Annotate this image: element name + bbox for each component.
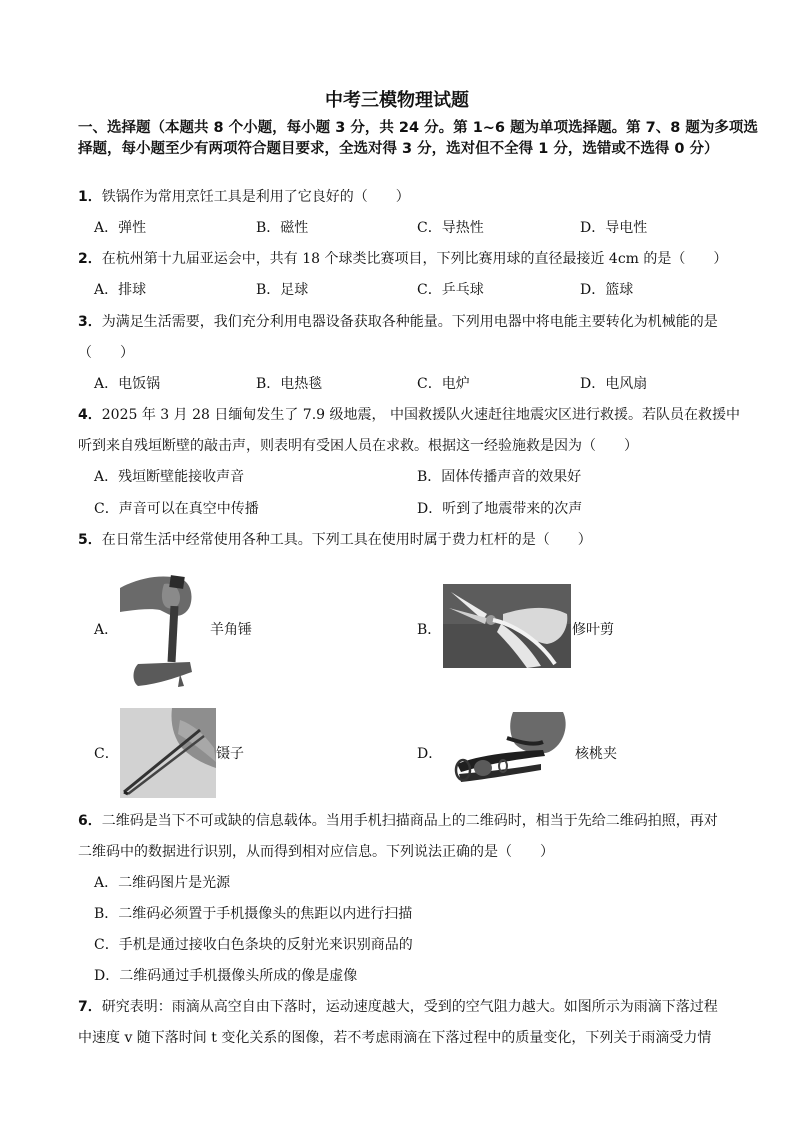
question-number: 5． — [78, 532, 102, 548]
question-5 — [78, 529, 592, 549]
option-d: D．导电性 — [580, 220, 648, 236]
option-c: C．手机是通过接收白色条块的反射光来识别商品的 — [94, 937, 413, 953]
option-b: B． — [417, 622, 442, 638]
question-1 — [78, 186, 410, 206]
option-d: D．电风扇 — [580, 376, 648, 392]
pruning-shears-image — [443, 584, 571, 668]
question-4 — [78, 404, 740, 424]
tool-label-tweezers: 镊子 — [216, 746, 244, 762]
question-text: 2025 年 3 月 28 日缅甸发生了 7.9 级地震， 中国救援队火速赶往地震灾区进行救援。若队员在救援中 — [101, 407, 740, 423]
question-number: 4． — [78, 407, 102, 423]
option-c: C．声音可以在真空中传播 — [94, 501, 259, 517]
question-3 — [78, 311, 718, 331]
section-heading: 一、选择题（本题共 8 个小题，每小题 3 分，共 24 分。第 1~6 题为单项选择题。第 7、8 题为多项选择题，每小题至少有两项符合题目要求，全选对得 3 分，选对但不全得 1 分，选错或不选得 0 分） — [78, 120, 758, 157]
question-number: 7． — [78, 999, 102, 1015]
option-a: A．排球 — [94, 282, 147, 298]
question-6-cont: 二维码中的数据进行识别，从而得到相对应信息。下列说法正确的是（ ） — [78, 844, 554, 860]
option-b: B．足球 — [256, 282, 309, 298]
option-a: A．电饭锅 — [94, 376, 161, 392]
option-c: C． — [94, 746, 119, 762]
tweezers-image — [120, 708, 216, 798]
question-text: 二维码是当下不可或缺的信息载体。当用手机扫描商品上的二维码时，相当于先给二维码拍照，再对 — [101, 813, 718, 829]
option-c: C．乒乓球 — [417, 282, 484, 298]
option-b: B．磁性 — [256, 220, 309, 236]
question-text: 研究表明：雨滴从高空自由下落时，运动速度越大，受到的空气阻力越大。如图所示为雨滴下落过程 — [101, 999, 718, 1015]
tool-label-hammer: 羊角锤 — [210, 622, 252, 638]
question-number: 1． — [78, 189, 102, 205]
question-text: 在日常生活中经常使用各种工具。下列工具在使用时属于费力杠杆的是（ ） — [101, 532, 592, 548]
option-a: A．二维码图片是光源 — [94, 875, 231, 891]
question-3-cont: （ ） — [78, 345, 134, 361]
option-c: C．导热性 — [417, 220, 484, 236]
claw-hammer-image — [120, 566, 202, 690]
question-7 — [78, 996, 718, 1016]
question-number: 3． — [78, 314, 102, 330]
option-a: A．弹性 — [94, 220, 147, 236]
question-2 — [78, 248, 727, 268]
option-b: B．二维码必须置于手机摄像头的焦距以内进行扫描 — [94, 906, 413, 922]
question-number: 6． — [78, 813, 102, 829]
option-c: C．电炉 — [417, 376, 470, 392]
option-b: B．电热毯 — [256, 376, 323, 392]
option-d: D．篮球 — [580, 282, 634, 298]
option-d: D． — [417, 746, 443, 762]
question-7-cont: 中速度 v 随下落时间 t 变化关系的图像，若不考虑雨滴在下落过程中的质量变化，下列关于雨滴受力情 — [78, 1030, 712, 1046]
question-6 — [78, 810, 718, 830]
page-title: 中考三模物理试题 — [325, 90, 469, 111]
option-a: A． — [94, 622, 119, 638]
question-text: 铁锅作为常用烹饪工具是利用了它良好的（ ） — [101, 189, 410, 205]
option-b: B．固体传播声音的效果好 — [417, 469, 582, 485]
question-text: 为满足生活需要，我们充分利用电器设备获取各种能量。下列用电器中将电能主要转化为机械能的是 — [101, 314, 718, 330]
option-d: D．二维码通过手机摄像头所成的像是虚像 — [94, 968, 358, 984]
question-text: 在杭州第十九届亚运会中，共有 18 个球类比赛项目，下列比赛用球的直径最接近 4cm 的是（ ） — [101, 251, 728, 267]
nutcracker-image — [443, 712, 571, 794]
tool-label-nutcracker: 核桃夹 — [575, 746, 617, 762]
tool-label-shears: 修叶剪 — [572, 622, 614, 638]
option-a: A．残垣断壁能接收声音 — [94, 469, 245, 485]
question-number: 2． — [78, 251, 102, 267]
question-4-cont: 听到来自残垣断壁的敲击声，则表明有受困人员在求救。根据这一经验施救是因为（ ） — [78, 438, 638, 454]
option-d: D．听到了地震带来的次声 — [417, 501, 583, 517]
